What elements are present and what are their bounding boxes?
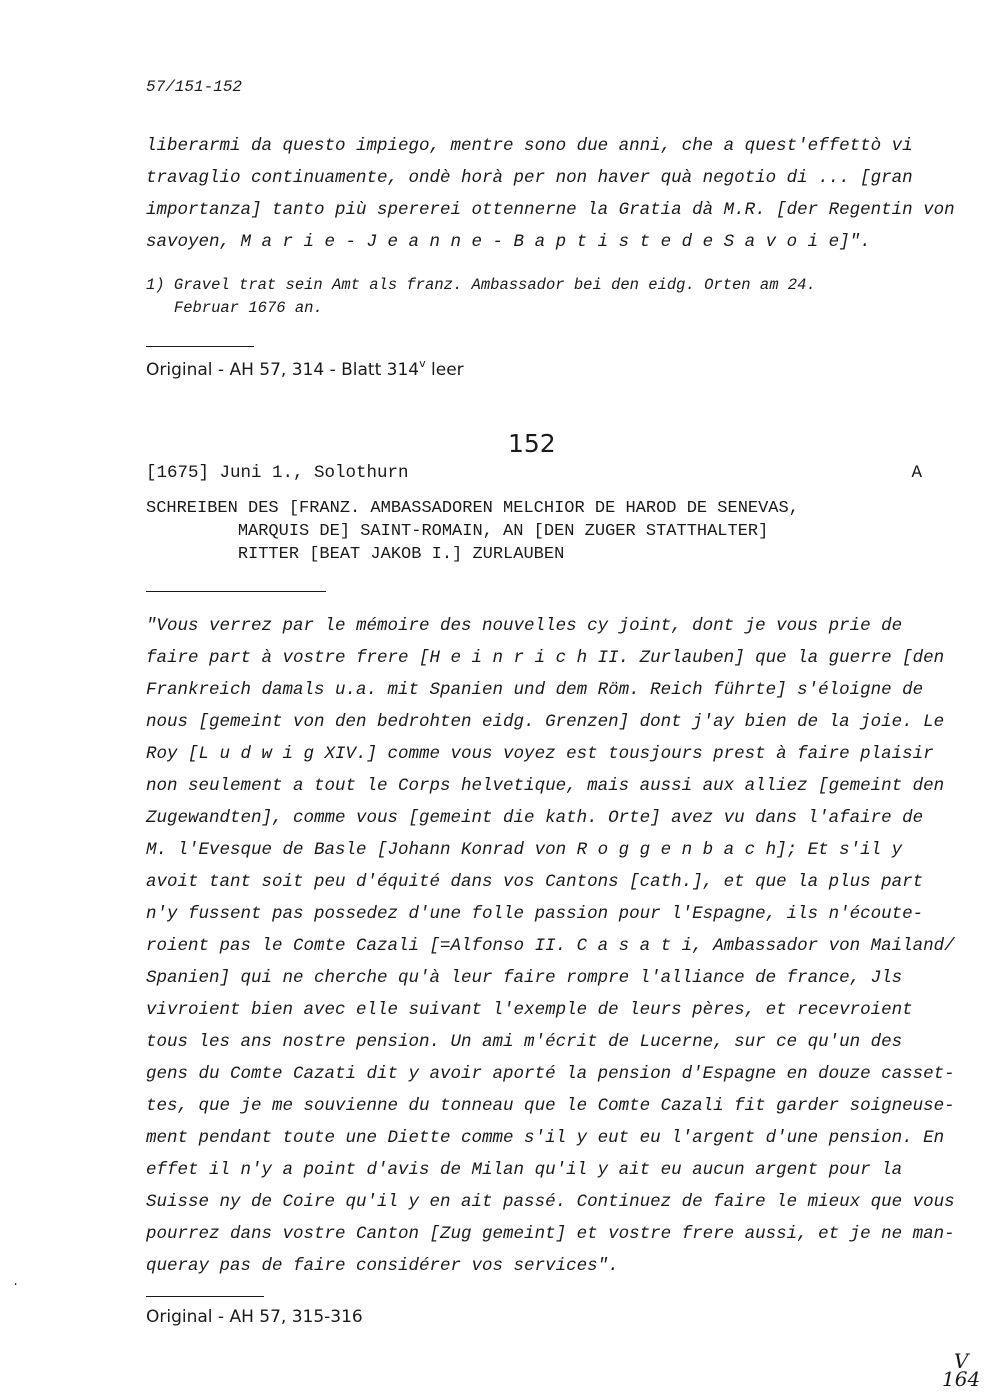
letter-line: tes, que je me souvienne du tonneau que le Comte Cazali fit garder soigneuse- [146,1096,955,1116]
page-reference: 57/151-152 [146,78,243,96]
source-text: Original - AH 57, 314 - Blatt 314 [146,360,420,380]
title-line: MARQUIS DE] SAINT-ROMAIN, AN [DEN ZUGER STATTHALTER] [146,522,769,541]
footnote-line: Februar 1676 an. [146,299,323,317]
letter-line: nous [gemeint von den bedrohten eidg. Grenzen] dont j'ay bien de la joie. Le [146,712,945,732]
letter-line: Frankreich damals u.a. mit Spanien und dem Röm. Reich führte] s'éloigne de [146,680,924,700]
letter-line: "Vous verrez par le mémoire des nouvelles cy joint, dont je vous prie de [146,616,903,636]
source-reference [146,357,464,380]
letter-line: effet il n'y a point d'avis de Milan qu'il y ait eu aucun argent pour la [146,1160,903,1180]
text-line: savoyen, M a r i e - J e a n n e - B a p t i s t e d e S a v o i e]". [146,232,871,252]
margin-dot: . [12,1275,20,1289]
source-tail: leer [425,360,464,380]
letter-line: vivroient bien avec elle suivant l'exemple de leurs pères, et recevroient [146,1000,913,1020]
footnote-line: 1) Gravel trat sein Amt als franz. Ambassador bei den eidg. Orten am 24. [146,276,816,294]
folio-check: V [953,1349,969,1373]
text-line: travaglio continuamente, ondè horà per non haver quà negotio di ... [gran [146,168,913,188]
separator-rule [146,591,326,592]
letter-line: non seulement a tout le Corps helvetique, mais aussi aux alliez [gemeint den [146,776,945,796]
footnote [146,274,816,320]
document-title [146,497,799,566]
dateline [146,463,922,483]
letter-line: pourrez dans vostre Canton [Zug gemeint] et vostre frere aussi, et je ne man- [146,1224,955,1244]
date-place: [1675] Juni 1., Solothurn [146,463,409,483]
letter-line: M. l'Evesque de Basle [Johann Konrad von R o g g e n b a c h]; Et s'il y [146,840,903,860]
title-line: RITTER [BEAT JAKOB I.] ZURLAUBEN [146,545,565,564]
letter-line: Spanien] qui ne cherche qu'à leur faire rompre l'alliance de france, Jls [146,968,903,988]
verso-mark: v [419,357,426,370]
source-reference: Original - AH 57, 315-316 [146,1307,363,1327]
document-number: 152 [508,429,556,458]
letter-line: Suisse ny de Coire qu'il y en ait passé. Continuez de faire le mieux que vous [146,1192,955,1212]
category-marker: A [911,463,922,483]
letter-line: roient pas le Comte Cazali [=Alfonso II. C a s a t i, Ambassador von Mailand/ [146,936,955,956]
handwritten-folio-mark [942,1349,981,1391]
folio-number: 164 [942,1367,981,1391]
continuation-text [146,130,955,258]
letter-line: avoit tant soit peu d'équité dans vos Cantons [cath.], et que la plus part [146,872,924,892]
letter-line: n'y fussent pas possedez d'une folle passion pour l'Espagne, ils n'écoute- [146,904,924,924]
separator-rule [146,1296,264,1297]
letter-line: queray pas de faire considérer vos services". [146,1256,619,1276]
title-line: SCHREIBEN DES [FRANZ. AMBASSADOREN MELCHIOR DE HAROD DE SENEVAS, [146,499,799,518]
text-line: liberarmi da questo impiego, mentre sono due anni, che a quest'effettò vi [146,136,913,156]
letter-line: Zugewandten], comme vous [gemeint die kath. Orte] avez vu dans l'afaire de [146,808,924,828]
letter-body [146,610,955,1282]
letter-line: Roy [L u d w i g XIV.] comme vous voyez est tousjours prest à faire plaisir [146,744,934,764]
letter-line: tous les ans nostre pension. Un ami m'écrit de Lucerne, sur ce qu'un des [146,1032,903,1052]
letter-line: ment pendant toute une Diette comme s'il y eut eu l'argent d'une pension. En [146,1128,945,1148]
letter-line: gens du Comte Cazati dit y avoir aporté la pension d'Espagne en douze casset- [146,1064,955,1084]
separator-rule [146,346,254,347]
letter-line: faire part à vostre frere [H e i n r i c h II. Zurlauben] que la guerre [den [146,648,945,668]
text-line: importanza] tanto più spererei ottennerne la Gratia dà M.R. [der Regentin von [146,200,955,220]
